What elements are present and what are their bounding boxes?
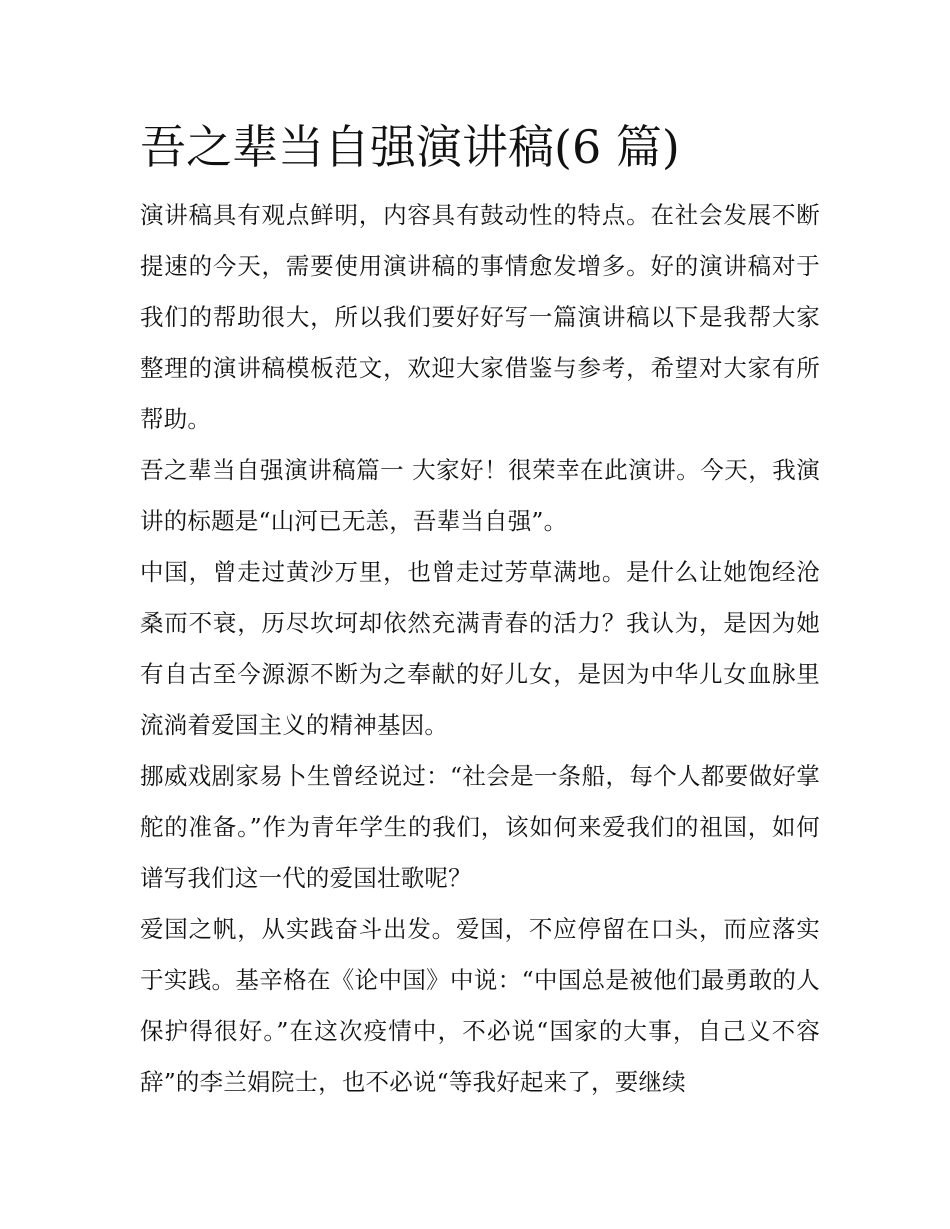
paragraph-practice: 爱国之帆，从实践奋斗出发。爱国，不应停留在口头，而应落实于实践。基辛格在《论中国》中说：“中国总是被他们最勇敢的人保护得很好。”在这次疫情中，不必说“国家的大事，自己义不容辞”的李兰娟院士，也不必说“等我好起来了，要继续 xyxy=(140,915,820,1096)
document-title: 吾之辈当自强演讲稿(6 篇) xyxy=(140,120,680,174)
paragraph-opening: 吾之辈当自强演讲稿篇一 大家好！很荣幸在此演讲。今天，我演讲的标题是“山河已无恙，吾辈当自强”。 xyxy=(140,456,820,535)
document-page xyxy=(140,112,820,1108)
paragraph-intro: 演讲稿具有观点鲜明，内容具有鼓动性的特点。在社会发展不断提速的今天，需要使用演讲稿的事情愈发增多。好的演讲稿对于我们的帮助很大，所以我们要好好写一篇演讲稿以下是我帮大家整理的演讲稿模板范文，欢迎大家借鉴与参考，希望对大家有所帮助。 xyxy=(140,201,820,433)
paragraph-ibsen-quote: 挪威戏剧家易卜生曾经说过：“社会是一条船，每个人都要做好掌舵的准备。”作为青年学生的我们，该如何来爱我们的祖国，如何谱写我们这一代的爱国壮歌呢？ xyxy=(140,762,820,892)
paragraph-china: 中国，曾走过黄沙万里，也曾走过芳草满地。是什么让她饱经沧桑而不衰，历尽坎坷却依然充满青春的活力？我认为，是因为她有自古至今源源不断为之奉献的好儿女，是因为中华儿女血脉里流淌着爱国主义的精神基因。 xyxy=(140,558,820,739)
